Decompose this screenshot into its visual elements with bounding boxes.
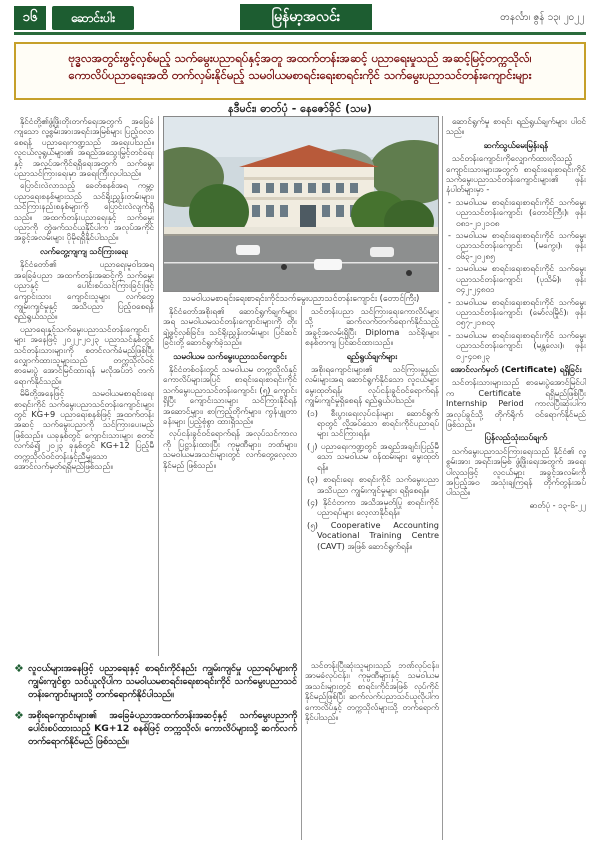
- section-label: ဆောင်းပါး: [52, 6, 134, 30]
- subheading: အောင်လက်မှတ် (Certificate) ရရှိခြင်း: [450, 363, 582, 374]
- article-column-3: [305, 306, 439, 656]
- subheading: ပြန်လည်သုံးသပ်ချက်: [484, 432, 548, 443]
- contact-item: - သမဝါယမ စာရင်းရေးစာရင်းကိုင် သက်မွေးပညာသင်တန်းကျောင်း (တောင်ကြီး)၊ ဖုန်း ၀၈၁-၂၁၂၁၀၈: [448, 196, 586, 228]
- highlight-note: [14, 662, 297, 701]
- article-column-1: [14, 116, 154, 656]
- contact-item: - သမဝါယမ စာရင်းရေးစာရင်းကိုင် သက်မွေးပညာသင်တန်းကျောင်း (မကွေး)၊ ဖုန်း ၀၆၃-၂၀၂၈၅: [448, 230, 586, 261]
- numbered-item: (၂) ပညာရေးကဏ္ဍတွင် အရည်အချင်းပြည့်မီသော သမဝါယမ ဝန်ထမ်းများ မွေးထုတ်ရန်။: [307, 440, 439, 472]
- paragraph: အစိုးရကျောင်းများ၏ သင်ကြားမှုနည်းလမ်းများအရ ဆောင်ရွက်နိုင်သော လူငယ်များ မွေးထုတ်ရန်၊ လုပ်ငန်းခွင်ဝင်ရောက်ရန် ကျွမ်းကျင်မှုရှိစေရန် ရည်ရွယ်ပါသည်။: [305, 364, 439, 406]
- highlight-note-text: အစိုးရကျောင်းများ၏ အခြေခံပညာအထက်တန်းအဆင့်နှင့် သက်မွေးပညာကို ပေါင်းစပ်ထားသည့် KG+12 စနစ်ဖြင့် တက္ကသိုလ်၊ ကောလိပ်များသို့ ဆက်လက် တက်ရောက်နိုင်မည် ဖြစ်သည်။: [28, 710, 297, 747]
- numbered-item: (၄) နိုင်ငံတကာ အသိအမှတ်ပြု စာရင်းကိုင်ပညာရပ်များ လေ့လာနိုင်ရန်။: [307, 496, 439, 518]
- paragraph: နိုင်ငံတော်၏ ပညာရေးမူဝါဒအရ အခြေခံပညာ အထက်တန်းအဆင့်ကို သက်မွေးပညာနှင့် ပေါင်းစပ်သင်ကြားခြင်းဖြင့် ကျောင်းသား ကျောင်းသူများ လက်တွေ့ကျွမ်းကျင်မှုနှင့် အသိပညာ ပြည့်ဝစေရန် ရည်ရွယ်သည်။: [14, 259, 154, 322]
- photo-caption: သမဝါယမစာရင်းရေးစာရင်းကိုင်သက်မွေးပညာသင်တန်းကျောင်း (တောင်ကြီး): [182, 294, 420, 304]
- paragraph: ပညာရေးနှင့်သက်မွေးပညာသင်တန်းကျောင်းများ အနေဖြင့် ၂၀၂၂-၂၀၂၃ ပညာသင်နှစ်တွင် သင်တန်းသားများကို စတင်လက်ခံမည်ဖြစ်ပြီး လျှောက်ထားသူများသည် တက္ကသိုလ်ဝင်စာမေးပွဲ အောင်မြင်ထားရန် မလိုအပ်ဘဲ တက်ရောက်နိုင်သည်။: [14, 323, 154, 386]
- header-rule: [14, 32, 586, 35]
- paragraph: သင်တန်းသားများသည် စာမေးပွဲအောင်မြင်ပါက Certificate ရရှိမည်ဖြစ်ပြီး Internship Period ကာလပြီးဆုံးပါက အလုပ်ခွင်သို့ တိုက်ရိုက် ဝင်ရောက်နိုင်မည် ဖြစ်သည်။: [446, 377, 586, 429]
- newspaper-name: မြန်မာ့အလင်း: [240, 4, 372, 30]
- photo-credit: ဓာတ်ပုံ - ၁၃-၆-၂၂: [529, 499, 586, 510]
- headline-line-1: ဗုဒ္ဓလအတွင်းဖွင့်လှစ်မည့် သက်မွေးပညာရပ်နှင့်အတူ အထက်တန်းအဆင့် ပညာရေးမှုသည် အဆင့်မြင့်တက္ကသိုလ်၊: [68, 51, 532, 65]
- contact-item: - သမဝါယမ စာရင်းရေးစာရင်းကိုင် သက်မွေးပညာသင်တန်းကျောင်း (မော်လမြိုင်)၊ ဖုန်း ၀၅၇-၂၁၈၀၃: [448, 296, 586, 328]
- paragraph: ပြောင်းလဲလာသည့် ခေတ်စနစ်အရ ကမ္ဘာ့ ပညာရေးစနစ်များသည် သင်ရိုးညွှန်းတမ်းများ၊ သင်ကြားနည်းစနစ်များကို ပြောင်းလဲလျက်ရှိသည်။ အထက်တန်းပညာရေးနှင့် သက်မွေးပညာကို တွဲဖက်သင်ယူနိုင်ပါက အလုပ်အကိုင် အခွင့်အလမ်းများ ပိုမိုရရှိနိုင်ပါသည်။: [14, 180, 154, 243]
- numbered-item: (၃) စာရင်းရေး စာရင်းကိုင် သက်မွေးပညာ အသိပညာ ကျွမ်းကျင်မှုများ ရရှိစေရန်။: [307, 474, 439, 495]
- numbered-item: (၁) စီးပွားရေးလုပ်ငန်းများ ဆောင်ရွက်ရာတွင် လိုအပ်သော စာရင်းကိုင်ပညာရပ်များ သင်ကြားရန်။: [307, 407, 439, 439]
- page-header: [0, 0, 600, 44]
- subheading: သမဝါယမ သက်မွေးပညာသင်ကျောင်း: [173, 350, 287, 361]
- highlight-notes: [14, 662, 297, 842]
- paragraph: မိမိတို့အနေဖြင့် သမဝါယမစာရင်းရေးစာရင်းကိုင် သက်မွေးပညာသင်တန်းကျောင်းများတွင် KG+9 ပညာရေးစနစ်ဖြင့် အထက်တန်းအဆင့် သက်မွေးပညာကို သင်ကြားပေးမည်ဖြစ်သည်။ ယခုနှစ်တွင် ကျောင်းသားများ စတင်လက်ခံ၍ ၂၀၂၃ ခုနှစ်တွင် KG+12 ပြည့်မီ တက္ကသိုလ်ဝင်တန်းနှင့်ညီမျှသော အောင်လက်မှတ်ရရှိမည်ဖြစ်သည်။: [14, 388, 154, 471]
- star-icon: ❖: [14, 662, 24, 675]
- article-column-4: [446, 116, 586, 840]
- highlight-note-text: လူငယ်များအနေဖြင့် ပညာရေးနှင့် စာရင်းကိုင်နည်း ကျွမ်းကျင်မှု ပညာရပ်များကို ကျွမ်းကျင်စွာ သင်ယူလိုပါက သမဝါယမစာရင်းရေးစာရင်းကိုင် သက်မွေးပညာသင်တန်းကျောင်းများသို့ တက်ရောက်နိုင်ပါသည်။: [28, 663, 297, 700]
- article-column-3-continued: [305, 660, 439, 840]
- building-photo-illustration: [164, 117, 439, 292]
- subheading: လက်တွေ့ကျကျ သင်ကြားရေး: [39, 245, 129, 256]
- star-icon: ❖: [14, 709, 24, 722]
- column-divider: [442, 116, 443, 840]
- headline-box: [14, 42, 586, 100]
- paragraph: ဆောင်ရွက်မှု စာရင်း ရည်ရွယ်ချက်များ ပါဝင်သည်။: [446, 116, 586, 137]
- paragraph: နိုင်ငံတော်အစိုးရ၏ ဆောင်ရွက်ချက်များအရ သမဝါယမသင်တန်းကျောင်းများကို တိုးချဲ့ဖွင့်လှစ်ခြင်း၊ သင်ရိုးညွှန်းတမ်းများ ပြင်ဆင်ခြင်းတို့ ဆောင်ရွက်ခဲ့သည်။: [163, 306, 297, 348]
- paragraph: နိုင်ငံတစ်ဝန်းတွင် သမဝါယမ တက္ကသိုလ်နှင့် ကောလိပ်များအပြင် စာရင်းရေးစာရင်းကိုင် သက်မွေးပညာသင်တန်းကျောင်း (၅) ကျောင်းရှိပြီး ကျောင်းသားများ သင်ကြားနိုင်ရန် အဆောင်များ၊ စာကြည့်တိုက်များ၊ ကွန်ပျူတာခန်းများ ပြည့်စုံစွာ ထားရှိသည်။: [163, 364, 297, 427]
- article-photo: [163, 116, 439, 292]
- column-divider: [301, 306, 302, 840]
- article-column-2: [163, 306, 297, 656]
- column-divider: [158, 116, 159, 656]
- numbered-item: (၅) Cooperative Accounting Vocational Training Centre (CAVT) အဖြစ် ဆောင်ရွက်ရန်။: [307, 519, 439, 551]
- paragraph: သက်မွေးပညာသင်ကြားရေးသည် နိုင်ငံ၏ လူ့စွမ်းအား အရင်းအမြစ် ဖွံ့ဖြိုးရေးအတွက် အရေးပါလှသဖြင့် လူငယ်များ အခွင့်အလမ်းကို အပြည့်အဝ အသုံးချကြရန် တိုက်တွန်းအပ်ပါသည်။: [446, 445, 586, 498]
- paragraph: သင်တန်းပြီးဆုံးသူများသည် ဘဏ်လုပ်ငန်း၊ အာမခံလုပ်ငန်း၊ ကုမ္ပဏီများနှင့် သမဝါယမအသင်းများတွင် စာရင်းကိုင်အဖြစ် လုပ်ကိုင်နိုင်မည်ဖြစ်ပြီး ဆက်လက်ပညာသင်ယူလိုပါက ကောလိပ်နှင့် တက္ကသိုလ်များသို့ တက်ရောက်နိုင်ပါသည်။: [305, 660, 439, 723]
- issue-date: တနင်္လာ၊ ဇွန် ၁၃၊ ၂၀၂၂: [500, 12, 584, 23]
- highlight-note: [14, 709, 297, 748]
- headline-line-2: ကောလိပ်ပညာရေးအထိ တက်လှမ်းနိုင်မည့် သမဝါယမစာရင်းရေးစာရင်းကိုင် သက်မွေးပညာသင်တန်းကျောင်းများ: [68, 68, 532, 82]
- page-number: ၁၆: [14, 6, 46, 30]
- contact-item: - သမဝါယမ စာရင်းရေးစာရင်းကိုင် သက်မွေးပညာသင်တန်းကျောင်း (ပုသိမ်)၊ ဖုန်း ၀၄၂-၂၄၈၀၁: [448, 263, 586, 295]
- paragraph: လုပ်ငန်းခွင်ဝင်ရောက်ရန် အလုပ်သင်ကာလကို ပြဋ္ဌာန်းထားပြီး ကုမ္ပဏီများ၊ ဘဏ်များ၊ သမဝါယမအသင်းများတွင် လက်တွေ့လေ့လာနိုင်မည် ဖြစ်သည်။: [163, 428, 297, 470]
- subheading: ရည်ရွယ်ချက်များ: [346, 350, 398, 361]
- paragraph: သင်တန်းပညာ သင်ကြားရေးကောလိပ်များသို့ ဆက်လက်တက်ရောက်နိုင်သည့် အခွင့်အလမ်းရှိပြီး Diploma သင်ရိုးများ စနစ်တကျ ပြင်ဆင်ထားသည်။: [305, 306, 439, 348]
- contact-item: - သမဝါယမ စာရင်းရေးစာရင်းကိုင် သက်မွေးပညာသင်တန်းကျောင်း (မန္တလေး)၊ ဖုန်း ၀၂-၄၀၈၂၃: [448, 329, 586, 361]
- paragraph: နိုင်ငံတို့၏ဖွံ့ဖြိုးတိုးတက်ရေးအတွက် အခြေခံကျသော လူ့စွမ်းအားအရင်းအမြစ်များ ပြည့်ဝလာစေရန် ပညာရေးကဏ္ဍသည် အရေးပါသည်။ လူငယ်လူရွယ်များ၏ အရည်အသွေးမြှင့်တင်ရေး နှင့် အလုပ်အကိုင်ရရှိရေးအတွက် သက်မွေးပညာသင်ကြားရေးမှာ အရေးကြီးလှပါသည်။: [14, 116, 154, 179]
- byline: နဒီမင်း၊ ဓာတ်ပုံ - နေဇော်ခိုင် (သမ): [228, 102, 372, 115]
- paragraph: သင်တန်းကျောင်းကိုလျှောက်ထားလိုသည့် ကျောင်းသားများအတွက် စာရင်းရေးစာရင်းကိုင် သက်မွေးပညာသင်တန်းကျောင်းများ၏ ဖုန်းနံပါတ်များမှာ -: [446, 153, 586, 195]
- subheading: ဆက်သွယ်မေးမြန်းရန်: [483, 139, 549, 150]
